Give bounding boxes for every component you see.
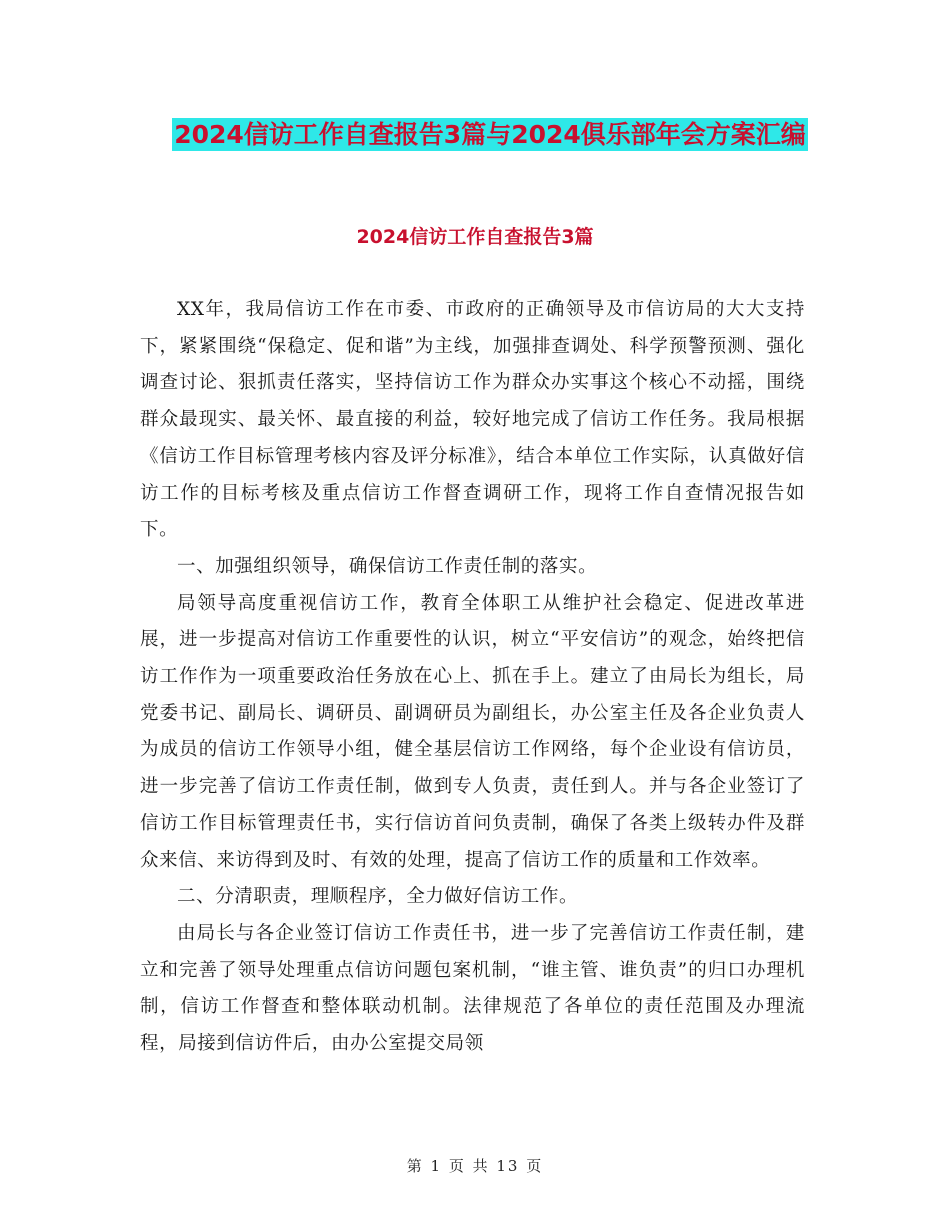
title-highlight: 2024信访工作自查报告3篇与2024俱乐部年会方案汇编 — [174, 120, 806, 149]
document-body — [140, 292, 805, 1063]
paragraph: 一、加强组织领导，确保信访工作责任制的落实。 — [177, 555, 598, 577]
page-footer: 第 1 页 共 13 页 — [406, 1157, 544, 1175]
paragraph: 局领导高度重视信访工作，教育全体职工从维护社会稳定、促进改革进展，进一步提高对信访工作重要性的认识，树立“平安信访”的观念，始终把信访工作作为一项重要政治任务放在心上、抓在手上。建立了由局长为组长，局党委书记、副局长、调研员、副调研员为副组长，办公室主任及各企业负责人为成员的信访工作领导小组，健全基层信访工作网络，每个企业设有信访员，进一步完善了信访工作责任制，做到专人负责，责任到人。并与各企业签订了信访工作目标管理责任书，实行信访首问负责制，确保了各类上级转办件及群众来信、来访得到及时、有效的处理，提高了信访工作的质量和工作效率。 — [140, 592, 805, 871]
section-title: 2024信访工作自查报告3篇 — [356, 226, 594, 248]
document-main-title — [140, 112, 840, 158]
paragraph: XX年，我局信访工作在市委、市政府的正确领导及市信访局的大大支持下，紧紧围绕“保稳定、促和谐”为主线，加强排查调处、科学预警预测、强化调查讨论、狠抓责任落实，坚持信访工作为群众办实事这个核心不动摇，围绕群众最现实、最关怀、最直接的利益，较好地完成了信访工作任务。我局根据《信访工作目标管理考核内容及评分标准》，结合本单位工作实际，认真做好信访工作的目标考核及重点信访工作督查调研工作，现将工作自查情况报告如下。 — [140, 299, 805, 541]
paragraph: 由局长与各企业签订信访工作责任书，进一步了完善信访工作责任制，建立和完善了领导处理重点信访问题包案机制，“谁主管、谁负责”的归口办理机制，信访工作督查和整体联动机制。法律规范了各单位的责任范围及办理流程，局接到信访件后，由办公室提交局领 — [140, 922, 805, 1055]
paragraph: 二、分清职责，理顺程序，全力做好信访工作。 — [177, 886, 579, 908]
